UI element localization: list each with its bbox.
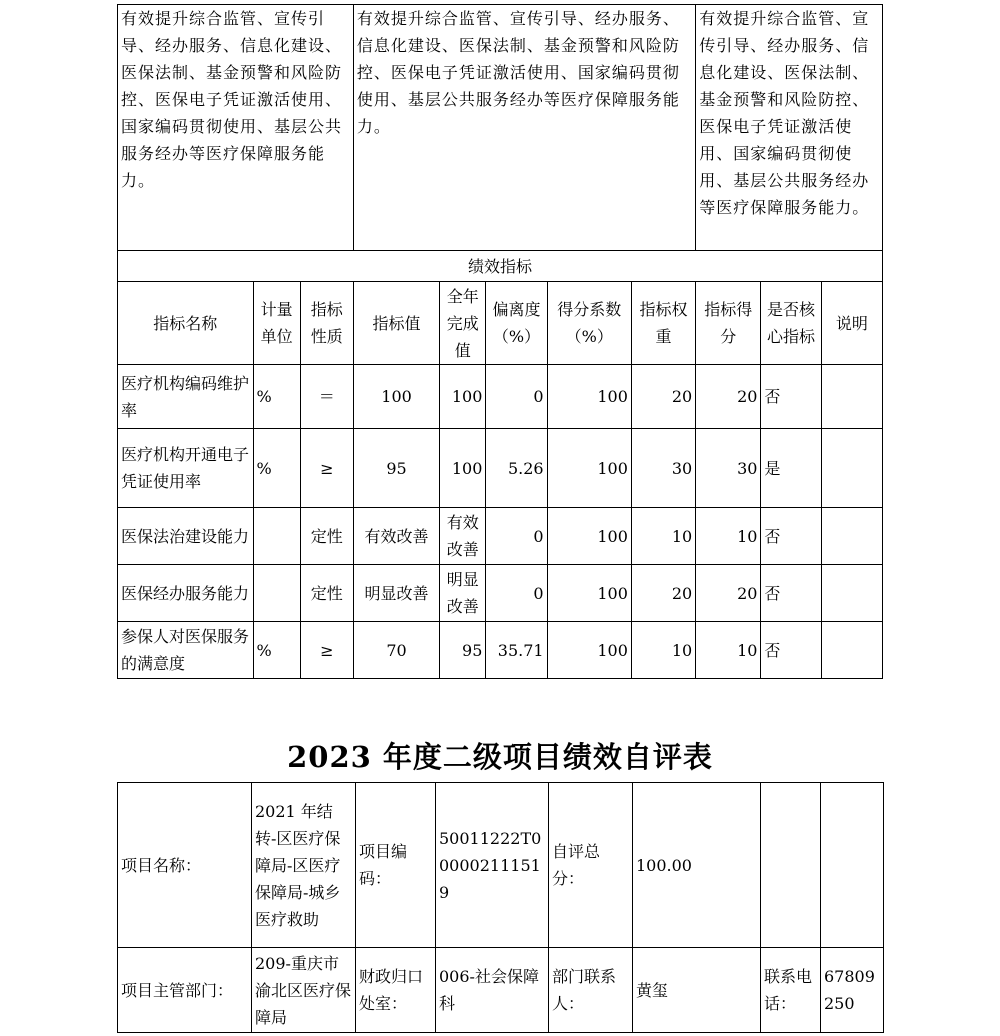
- row-nature: ≥: [300, 622, 353, 679]
- project-code-value: 50011222T000002111519: [436, 783, 549, 948]
- row-target: 明显改善: [353, 565, 439, 622]
- row-unit: [253, 508, 300, 565]
- finance-value: 006-社会保障科: [436, 948, 549, 1033]
- row-deviation: 5.26: [486, 429, 547, 508]
- row-weight: 20: [631, 565, 695, 622]
- row-unit: %: [253, 365, 300, 429]
- row-weight: 20: [631, 365, 695, 429]
- row-target: 95: [353, 429, 439, 508]
- header-weight: 指标权重: [631, 282, 695, 365]
- table-row: [118, 365, 883, 429]
- empty-cell: [761, 783, 821, 948]
- row-weight: 10: [631, 508, 695, 565]
- row-coef: 100: [547, 429, 631, 508]
- header-actual: 全年完成值: [440, 282, 486, 365]
- row-core: 否: [761, 622, 821, 679]
- table-row: [118, 429, 883, 508]
- header-core: 是否核心指标: [761, 282, 821, 365]
- goal-cell-2: 有效提升综合监管、宣传引导、经办服务、信息化建设、医保法制、基金预警和风险防控、医保电子凭证激活使用、国家编码贯彻使用、基层公共服务经办等医疗保障服务能力。: [353, 5, 695, 251]
- table-row: [118, 565, 883, 622]
- row-score: 10: [696, 622, 761, 679]
- dept-value: 209-重庆市渝北区医疗保障局: [252, 948, 356, 1033]
- goal-cell-1: 有效提升综合监管、宣传引导、经办服务、信息化建设、医保法制、基金预警和风险防控、医保电子凭证激活使用、国家编码贯彻使用、基层公共服务经办等医疗保障服务能力。: [118, 5, 354, 251]
- header-unit: 计量单位: [253, 282, 300, 365]
- row-unit: %: [253, 429, 300, 508]
- row-name: 医保经办服务能力: [118, 565, 254, 622]
- row-actual: 100: [440, 365, 486, 429]
- row-note: [821, 622, 882, 679]
- performance-table: [117, 4, 883, 679]
- header-coef: 得分系数（%）: [547, 282, 631, 365]
- row-target: 100: [353, 365, 439, 429]
- row-score: 30: [696, 429, 761, 508]
- dept-label: 项目主管部门：: [118, 948, 252, 1033]
- row-coef: 100: [547, 508, 631, 565]
- goal-cell-3: 有效提升综合监管、宣传引导、经办服务、信息化建设、医保法制、基金预警和风险防控、医保电子凭证激活使用、国家编码贯彻使用、基层公共服务经办等医疗保障服务能力。: [696, 5, 883, 251]
- row-target: 有效改善: [353, 508, 439, 565]
- row-deviation: 35.71: [486, 622, 547, 679]
- row-score: 20: [696, 565, 761, 622]
- table-row: [118, 622, 883, 679]
- row-actual: 95: [440, 622, 486, 679]
- header-score: 指标得分: [696, 282, 761, 365]
- project-code-label: 项目编码：: [356, 783, 436, 948]
- row-actual: 有效改善: [440, 508, 486, 565]
- row-deviation: 0: [486, 565, 547, 622]
- row-name: 医疗机构编码维护率: [118, 365, 254, 429]
- row-core: 是: [761, 429, 821, 508]
- contact-label: 部门联系人：: [549, 948, 633, 1033]
- row-deviation: 0: [486, 508, 547, 565]
- empty-cell: [821, 783, 884, 948]
- row-name: 医疗机构开通电子凭证使用率: [118, 429, 254, 508]
- finance-label: 财政归口处室：: [356, 948, 436, 1033]
- table-row: [118, 508, 883, 565]
- row-coef: 100: [547, 565, 631, 622]
- project-name-label: 项目名称：: [118, 783, 252, 948]
- document-title: 2023 年度二级项目绩效自评表: [287, 740, 713, 774]
- row-core: 否: [761, 365, 821, 429]
- row-note: [821, 429, 882, 508]
- row-note: [821, 508, 882, 565]
- row-nature: ＝: [300, 365, 353, 429]
- phone-label: 联系电话：: [761, 948, 821, 1033]
- total-score-label: 自评总分：: [549, 783, 633, 948]
- row-name: 参保人对医保服务的满意度: [118, 622, 254, 679]
- phone-value: 67809250: [821, 948, 884, 1033]
- project-info-table: [117, 782, 884, 1033]
- section-title: 绩效指标: [118, 251, 883, 282]
- project-name-value: 2021 年结转-区医疗保障局-区医疗保障局-城乡医疗救助: [252, 783, 356, 948]
- row-weight: 10: [631, 622, 695, 679]
- row-nature: 定性: [300, 565, 353, 622]
- row-unit: %: [253, 622, 300, 679]
- header-target: 指标值: [353, 282, 439, 365]
- header-nature: 指标性质: [300, 282, 353, 365]
- row-name: 医保法治建设能力: [118, 508, 254, 565]
- row-target: 70: [353, 622, 439, 679]
- row-actual: 明显改善: [440, 565, 486, 622]
- row-score: 20: [696, 365, 761, 429]
- row-score: 10: [696, 508, 761, 565]
- contact-value: 黄玺: [633, 948, 761, 1033]
- row-note: [821, 565, 882, 622]
- total-score-value: 100.00: [633, 783, 761, 948]
- header-deviation: 偏离度（%）: [486, 282, 547, 365]
- row-weight: 30: [631, 429, 695, 508]
- row-core: 否: [761, 508, 821, 565]
- row-deviation: 0: [486, 365, 547, 429]
- row-unit: [253, 565, 300, 622]
- row-core: 否: [761, 565, 821, 622]
- row-coef: 100: [547, 622, 631, 679]
- row-nature: 定性: [300, 508, 353, 565]
- row-nature: ≥: [300, 429, 353, 508]
- header-name: 指标名称: [118, 282, 254, 365]
- row-actual: 100: [440, 429, 486, 508]
- row-coef: 100: [547, 365, 631, 429]
- header-note: 说明: [821, 282, 882, 365]
- row-note: [821, 365, 882, 429]
